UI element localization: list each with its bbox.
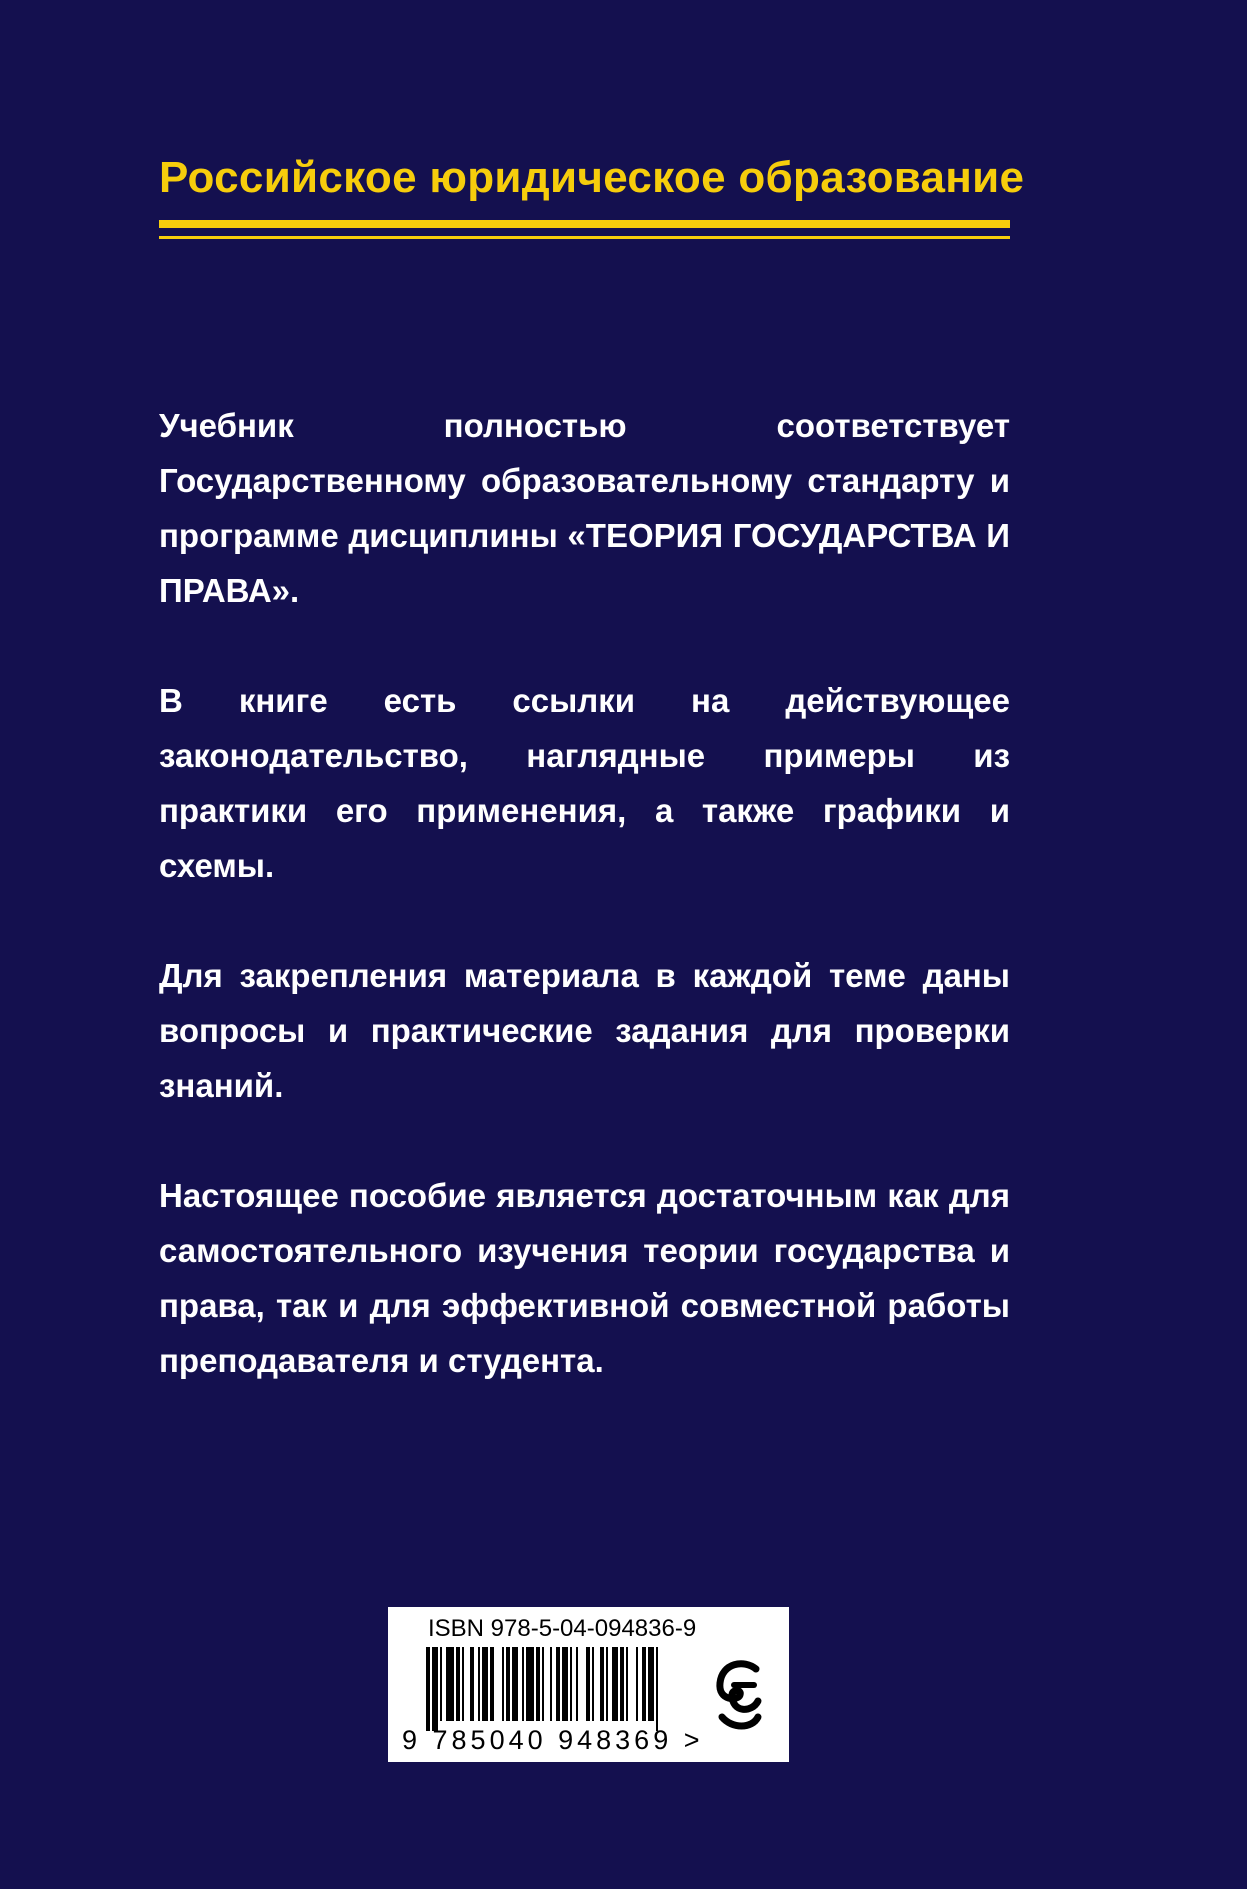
- barcode-icon: [426, 1647, 696, 1731]
- eksmo-logo-icon: [708, 1655, 768, 1735]
- header-rule-thick: [159, 220, 1010, 228]
- barcode-digits: 9 785040 948369 >: [402, 1725, 704, 1755]
- description-paragraph-standard: Учебник полностью соответствует Государственному образовательному стандарту и программе дисциплины «ТЕОРИЯ ГОСУДАРСТВА И ПРАВА».: [159, 407, 1010, 609]
- description-paragraph-exercises: Для закрепления материала в каждой теме даны вопросы и практические задания для проверки знаний.: [159, 957, 1010, 1104]
- header-rule-thin: [159, 236, 1010, 239]
- series-title: Российское юридическое образование: [159, 153, 1025, 202]
- barcode-block: [388, 1607, 789, 1762]
- book-description: [159, 398, 1010, 1443]
- isbn-label: ISBN 978-5-04-094836-9: [428, 1615, 697, 1642]
- description-paragraph-contents: В книге есть ссылки на действующее законодательство, наглядные примеры из практики его применения, а также графики и схемы.: [159, 682, 1010, 884]
- description-paragraph-usage: Настоящее пособие является достаточным как для самостоятельного изучения теории государства и права, так и для эффективной совместной работы преподавателя и студента.: [159, 1177, 1010, 1379]
- series-header: [159, 148, 1025, 239]
